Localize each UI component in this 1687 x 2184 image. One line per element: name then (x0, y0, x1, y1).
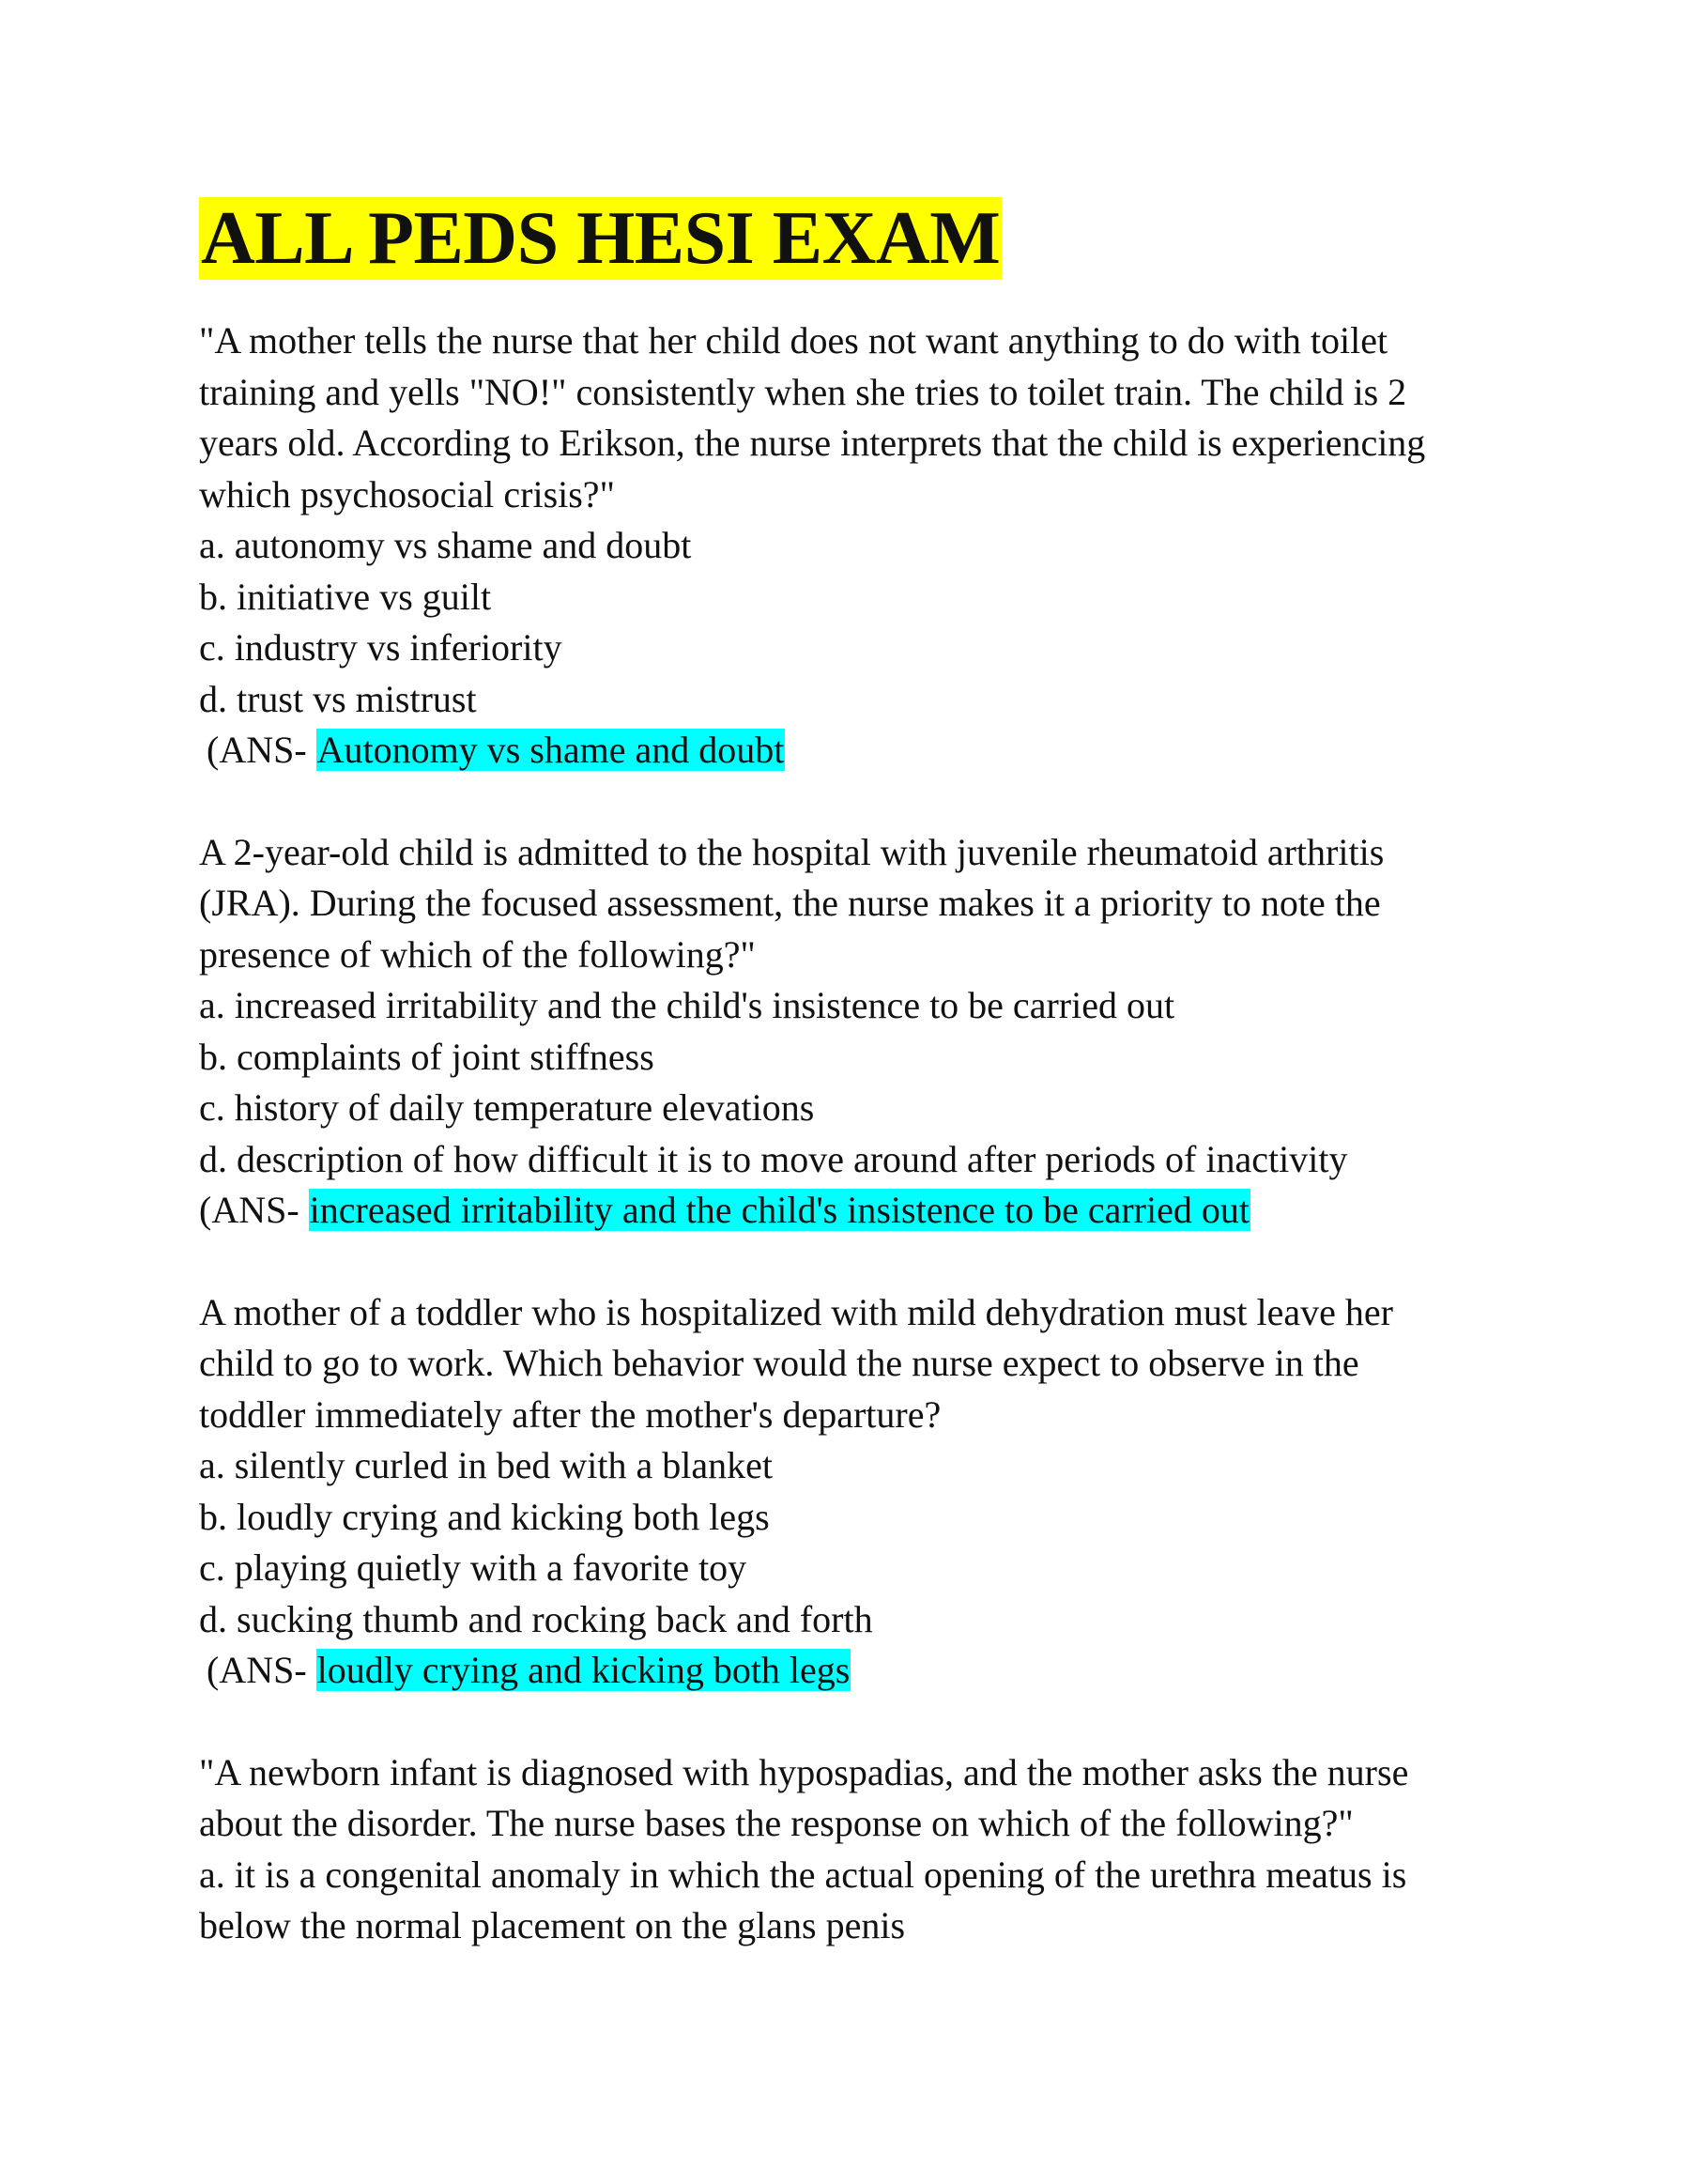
answer-option-a: a. autonomy vs shame and doubt (199, 524, 692, 566)
question-stem-line: "A newborn infant is diagnosed with hypospadias, and the mother asks the nurse (199, 1750, 1409, 1793)
answer-option-c: c. history of daily temperature elevations (199, 1086, 815, 1129)
answer-option-a: a. silently curled in bed with a blanket (199, 1444, 773, 1486)
answer-prefix: (ANS- (207, 729, 316, 771)
question-block-3 (199, 1287, 1532, 1697)
question-stem-line: which psychosocial crisis?" (199, 472, 615, 515)
highlighted-answer: Autonomy vs shame and doubt (316, 729, 785, 771)
answer-option-c: c. industry vs inferiority (199, 626, 562, 669)
answer-option-b: b. loudly crying and kicking both legs (199, 1495, 770, 1538)
answer-prefix: (ANS- (199, 1189, 309, 1231)
answer-line (199, 1645, 1532, 1697)
question-stem-line: child to go to work. Which behavior would the nurse expect to observe in the (199, 1342, 1359, 1384)
answer-line (199, 725, 1532, 777)
answer-option-c: c. playing quietly with a favorite toy (199, 1546, 747, 1589)
question-stem-line: about the disorder. The nurse bases the response on which of the following?" (199, 1802, 1354, 1844)
question-stem-line: presence of which of the following?" (199, 932, 756, 976)
question-stem-line: A mother of a toddler who is hospitalized with mild dehydration must leave her (199, 1290, 1393, 1333)
answer-option-d: d. sucking thumb and rocking back and forth (199, 1597, 873, 1640)
answer-option-d: d. trust vs mistrust (199, 677, 477, 720)
answer-option-d: d. description of how difficult it is to move around after periods of inactivity (199, 1137, 1348, 1180)
question-block-2 (199, 827, 1532, 1237)
question-stem-line: "A mother tells the nurse that her child does not want anything to do with toilet (199, 319, 1388, 361)
highlighted-answer: loudly crying and kicking both legs (316, 1649, 851, 1691)
answer-option-b: b. initiative vs guilt (199, 575, 492, 618)
highlighted-answer: increased irritability and the child's insistence to be carried out (309, 1189, 1250, 1231)
question-stem-line: toddler immediately after the mother's departure? (199, 1392, 942, 1436)
answer-option-a-continued: below the normal placement on the glans penis (199, 1904, 906, 1946)
question-stem-line: years old. According to Erikson, the nurse interprets that the child is experiencing (199, 422, 1426, 464)
question-block-4 (199, 1747, 1532, 1952)
question-stem-line: A 2-year-old child is admitted to the hospital with juvenile rheumatoid arthritis (199, 830, 1385, 873)
document-page (199, 197, 1532, 2003)
question-block-1 (199, 315, 1532, 777)
question-stem-line: training and yells "NO!" consistently when she tries to toilet train. The child is 2 (199, 370, 1407, 413)
answer-option-a: a. it is a congenital anomaly in which the actual opening of the urethra meatus is (199, 1853, 1407, 1896)
answer-option-b: b. complaints of joint stiffness (199, 1035, 654, 1078)
answer-prefix: (ANS- (207, 1649, 316, 1691)
question-stem-line: (JRA). During the focused assessment, the nurse makes it a priority to note the (199, 882, 1381, 924)
answer-line (199, 1185, 1532, 1237)
document-title: ALL PEDS HESI EXAM (201, 197, 1001, 280)
answer-option-a: a. increased irritability and the child's insistence to be carried out (199, 984, 1175, 1026)
